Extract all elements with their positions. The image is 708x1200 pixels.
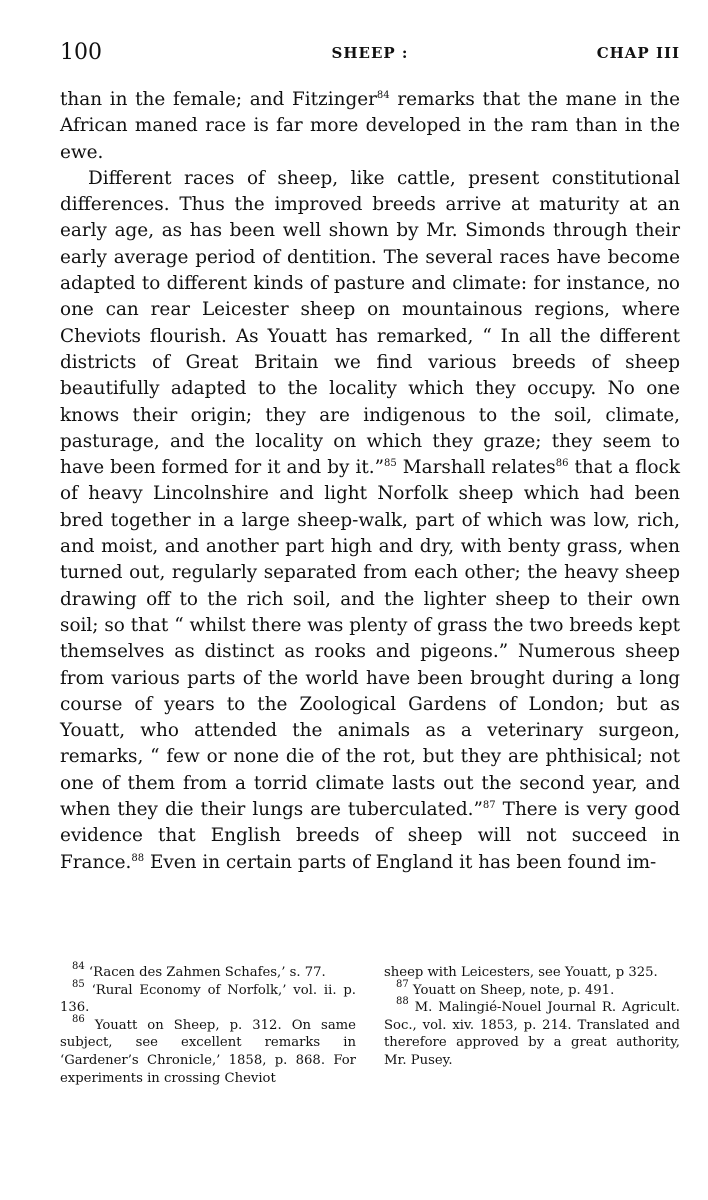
text-run: Marshall relates — [396, 457, 556, 479]
footnote-number: 85 — [72, 978, 85, 990]
text-run: There is very good evidence that English breeds of sheep will not succeed in France. — [60, 799, 680, 873]
footnote-text: ‘Racen des Zahmen Schafes,’ s. 77. — [84, 965, 326, 980]
footnote-number: 84 — [72, 961, 85, 972]
text-run: remarks that the mane in the African maned race is far more developed in the ram than in the ewe. — [60, 89, 680, 163]
paragraph-2 — [60, 166, 680, 876]
footnote-84 — [60, 961, 356, 982]
footnotes-right-column — [384, 964, 680, 1087]
footnote-87 — [384, 978, 680, 1000]
footnote-ref-87: 87 — [482, 800, 496, 812]
footnote-88 — [384, 996, 680, 1069]
footnote-text: Youatt on Sheep, p. 312. On same subject, see excellent remarks in ‘Gardener’s Chronicle,’ 1858, p. 868. For experiments in crossing Cheviot — [60, 1017, 356, 1086]
footnote-text: ‘Rural Economy of Norfolk,’ vol. ii. p. 136. — [60, 982, 356, 1016]
footnote-ref-88: 88 — [131, 852, 145, 864]
footnote-number: 88 — [396, 996, 409, 1008]
footnote-text: M. Malingié-Nouel Journal R. Agricult. Soc., vol. xiv. 1853, p. 214. Translated and therefore approved by a great authority, Mr. Pusey. — [384, 1000, 680, 1068]
body-text — [60, 87, 680, 876]
running-header — [60, 40, 680, 72]
footnote-86-continued: sheep with Leicesters, see Youatt, p 325. — [384, 965, 658, 980]
text-run: that a flock of heavy Lincolnshire and light Norfolk sheep which had been bred together in a large sheep-walk, part of which was low, rich, and moist, and another part high and dry, with benty grass, when turned out, regularly separated from each other; the heavy sheep drawing off to the rich soil, and the lighter sheep to their own soil; so that “ whilst there was plenty of grass the two breeds kept themselves as distinct as rooks and pigeons.” Numerous sheep from various parts of the world have been brought during a long course of years to the Zoological Gardens of London; but as Youatt, who attended the animals as a veterinary surgeon, remarks, “ few or none die of the rot, but they are phthisical; not one of them from a torrid climate lasts out the second year, and when they die their lungs are tuberculated.” — [60, 457, 681, 821]
footnotes-left-column — [60, 961, 356, 1087]
footnote-ref-86: 86 — [555, 458, 569, 470]
text-run: Even in certain parts of England it has been found im- — [144, 851, 657, 873]
footnote-text: Youatt on Sheep, note, p. 491. — [408, 982, 615, 998]
footnote-85 — [60, 978, 356, 1017]
page-number: 100 — [60, 40, 102, 65]
text-run: Different races of sheep, like cattle, present constitutional differences. Thus the improved breeds arrive at maturity at an early age, as has been well shown by Mr. Simonds through their early average period of dentition. The several races have become adapted to different kinds of pasture and climate: for instance, no one can rear Leicester sheep on mountainous regions, where Cheviots flourish. As Youatt has remarked, “ In all the different districts of Great Britain we find various breeds of sheep beautifully adapted to the locality which they occupy. No one knows their origin; they are indigenous to the soil, climate, pasturage, and the locality on which they graze; they seem to have been formed for it and by it.” — [60, 167, 680, 479]
footnote-number: 86 — [72, 1013, 85, 1025]
text-run: than in the female; and Fitzinger — [60, 89, 377, 110]
footnote-number: 87 — [396, 978, 409, 990]
footnote-ref-85: 85 — [383, 458, 397, 470]
footnote-ref-84: 84 — [376, 90, 390, 101]
footnotes — [60, 961, 680, 1087]
footnote-86 — [60, 1013, 356, 1087]
paragraph-1 — [60, 87, 680, 166]
chapter-label: CHAP III — [596, 44, 680, 62]
running-title: SHEEP : — [331, 44, 409, 62]
